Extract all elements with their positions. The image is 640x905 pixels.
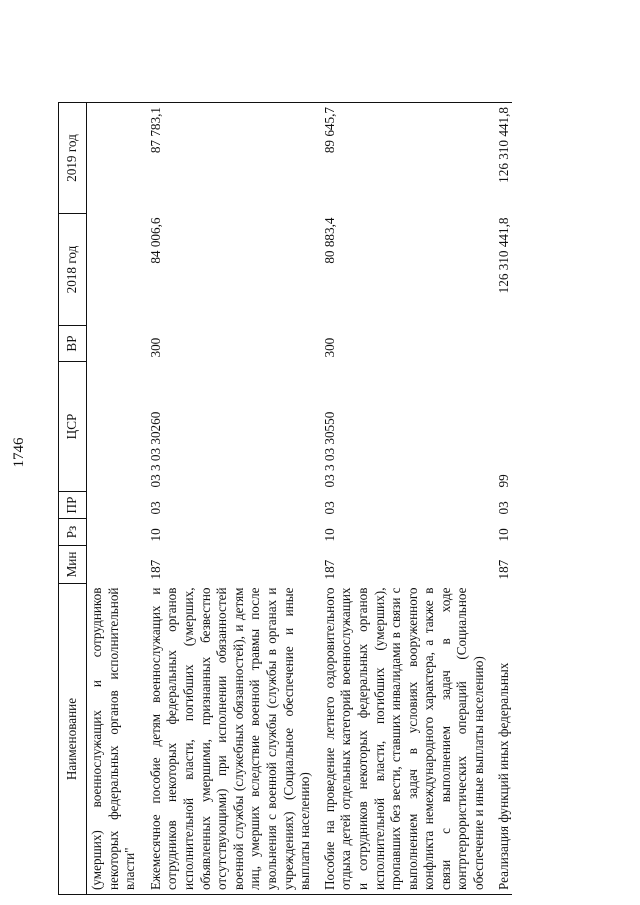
header-name: Наименование bbox=[59, 584, 87, 895]
row-rz bbox=[87, 519, 145, 546]
row-pr: 03 bbox=[495, 501, 511, 515]
row-name: (умерших) военнослужащих и сотрудников некоторых федеральных органов исполнительной власти" bbox=[87, 584, 145, 895]
header-pr: ПР bbox=[59, 492, 87, 519]
budget-table bbox=[58, 102, 512, 895]
row-pr: 03 bbox=[147, 501, 163, 515]
row-vr: 300 bbox=[321, 337, 337, 358]
row-2018: 126 310 441,8 bbox=[495, 217, 511, 294]
header-csr: ЦСР bbox=[59, 362, 87, 492]
table-row bbox=[319, 103, 493, 895]
row-csr bbox=[87, 362, 145, 492]
row-min bbox=[87, 546, 145, 584]
row-csr: 03 3 03 30260 bbox=[147, 411, 163, 488]
row-rz: 10 bbox=[321, 528, 337, 542]
row-min: 187 bbox=[495, 559, 511, 580]
row-2019: 89 645,7 bbox=[319, 103, 493, 214]
row-2018: 80 883,4 bbox=[321, 217, 337, 264]
table-row bbox=[145, 103, 319, 895]
header-vr: ВР bbox=[59, 326, 87, 362]
page-number: 1746 bbox=[11, 437, 27, 468]
row-rz: 10 bbox=[495, 528, 511, 542]
row-pr bbox=[87, 492, 145, 519]
header-2018: 2018 год bbox=[59, 214, 87, 326]
table-row bbox=[493, 103, 513, 895]
row-rz: 10 bbox=[147, 528, 163, 542]
row-min: 187 bbox=[321, 559, 337, 580]
row-csr: 99 bbox=[495, 474, 511, 488]
header-min: Мин bbox=[59, 546, 87, 584]
row-pr: 03 bbox=[321, 501, 337, 515]
row-vr bbox=[493, 326, 513, 362]
row-2019: 87 783,1 bbox=[145, 103, 319, 214]
row-vr bbox=[87, 326, 145, 362]
row-2018: 84 006,6 bbox=[147, 217, 163, 264]
table-header-row bbox=[59, 103, 87, 895]
header-2019: 2019 год bbox=[59, 103, 87, 214]
row-csr: 03 3 03 30550 bbox=[321, 411, 337, 488]
row-name: Пособие на проведение летнего оздоровительного отдыха детей отдельных категорий военнослужащих и сотрудников некоторых федеральных органов исполнительной власти, погибших (умерших), пропавших без вести, ставших инвалидами в связи с выполнением задач в условиях вооруженного конфликта немеждународного характера, а также в связи с выполнением задач в ходе контртеррористических операций (Социальное обеспечение и иные выплаты населению) bbox=[319, 584, 493, 895]
row-2018 bbox=[87, 214, 145, 326]
row-name: Реализация функций иных федеральных bbox=[493, 584, 513, 895]
row-name: Ежемесячное пособие детям военнослужащих и сотрудников некоторых федеральных органов исполнительной власти, погибших (умерших, объявленных умершими, признанных безвестно отсутствующими) при исполнении обязанностей военной службы (служебных обязанностей), и детям лиц, умерших вследствие военной травмы после увольнения с военной службы (службы в органах и учреждениях) (Социальное обеспечение и иные выплаты населению) bbox=[145, 584, 319, 895]
table-row bbox=[87, 103, 145, 895]
row-min: 187 bbox=[147, 559, 163, 580]
row-2019 bbox=[87, 103, 145, 214]
row-2019: 126 310 441,8 bbox=[493, 103, 513, 214]
row-vr: 300 bbox=[147, 337, 163, 358]
header-rz: Рз bbox=[59, 519, 87, 546]
